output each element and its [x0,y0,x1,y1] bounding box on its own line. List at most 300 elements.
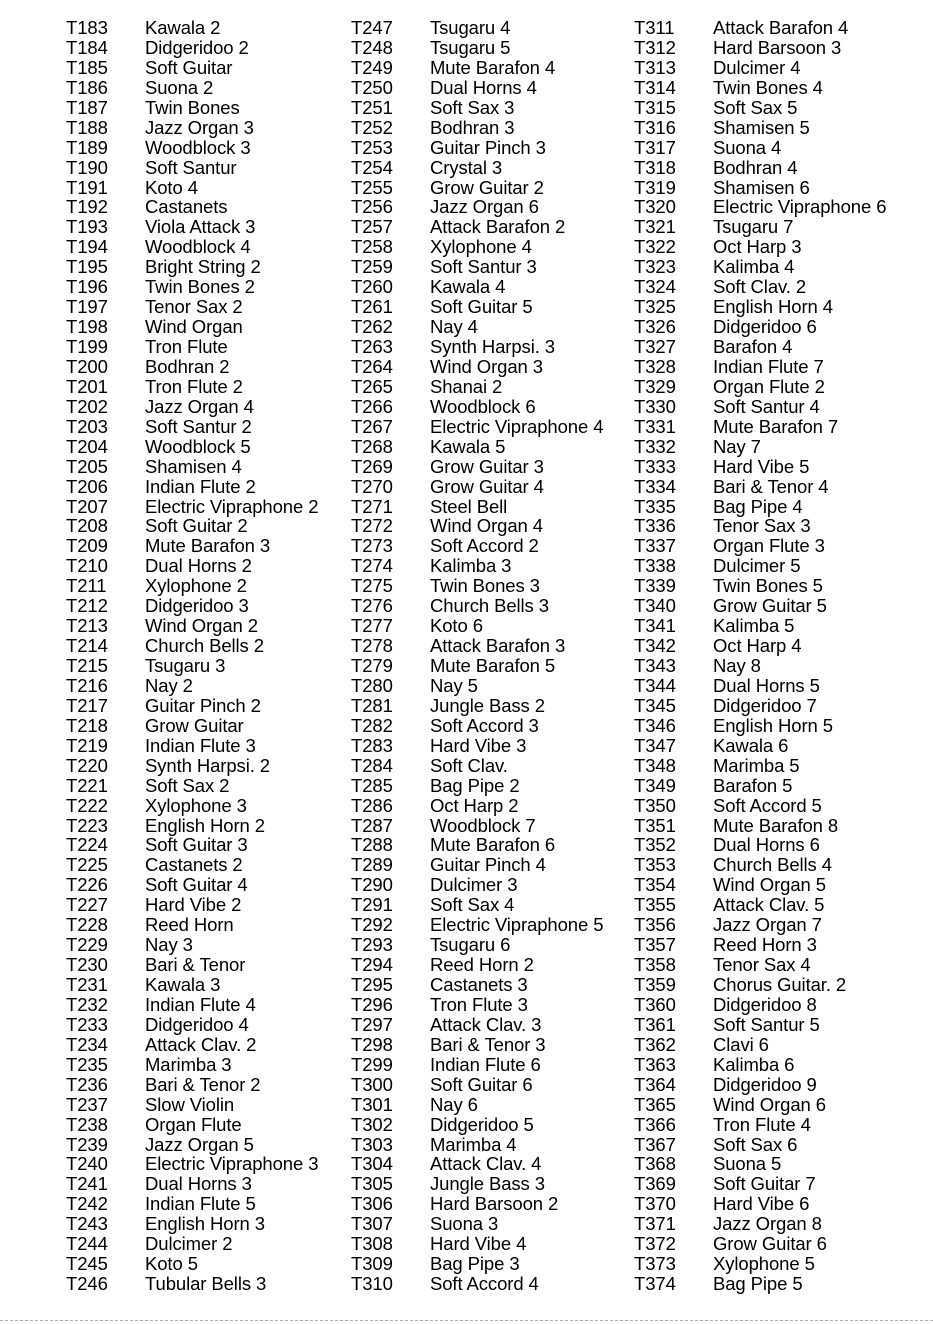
tone-number: T207 [66,495,108,517]
tone-name: Reed Horn [145,914,234,936]
tone-name: English Horn 4 [713,296,833,318]
tone-number: T232 [66,993,108,1015]
tone-number: T185 [66,56,108,78]
tone-number: T374 [634,1273,676,1295]
tone-name: Xylophone 5 [713,1253,815,1275]
tone-number: T248 [351,36,393,58]
tone-name: Crystal 3 [430,156,503,178]
tone-number: T317 [634,136,676,158]
tone-name: Clavi 6 [713,1033,769,1055]
tone-number: T237 [66,1093,108,1115]
tone-row [351,38,603,58]
tone-row [634,377,886,397]
tone-row [66,1234,318,1254]
tone-number: T345 [634,694,676,716]
tone-name: Nay 8 [713,655,761,676]
tone-row [634,477,886,497]
tone-number: T194 [66,236,108,258]
tone-name: Didgeridoo 7 [713,694,817,716]
tone-name: Bari & Tenor 4 [713,475,829,497]
tone-number: T257 [351,216,393,238]
tone-row [66,756,318,776]
tone-number: T292 [351,914,393,936]
tone-name: Guitar Pinch 2 [145,694,261,716]
tone-number: T184 [66,36,108,58]
tone-number: T315 [634,96,676,118]
tone-name: Steel Bell [430,495,508,517]
tone-number: T195 [66,256,108,278]
tone-number: T290 [351,874,393,896]
tone-row [351,1234,603,1254]
tone-number: T216 [66,674,108,696]
tone-row [634,875,886,895]
tone-name: Twin Bones 3 [430,575,540,597]
tone-number: T358 [634,954,676,976]
tone-number: T362 [634,1033,676,1055]
tone-row [351,337,603,357]
tone-name: Shamisen 6 [713,176,810,198]
tone-number: T186 [66,76,108,98]
tone-name: Dulcimer 3 [430,874,518,896]
page-bottom-rule [0,1320,933,1321]
tone-name: Attack Barafon 2 [430,216,566,238]
tone-number: T344 [634,674,676,696]
tone-name: Didgeridoo 8 [713,993,817,1015]
tone-name: Grow Guitar 6 [713,1233,827,1255]
tone-number: T231 [66,974,108,995]
tone-row [351,317,603,337]
tone-name: Bag Pipe 4 [713,495,803,517]
tone-name: Castanets 2 [145,854,243,876]
tone-name: Church Bells 3 [430,595,549,617]
tone-number: T189 [66,136,108,158]
tone-name: Hard Vibe 3 [430,734,527,756]
tone-number: T307 [351,1213,393,1235]
tone-row [351,18,603,38]
tone-row [66,1174,318,1194]
tone-name: Bari & Tenor [145,954,246,976]
tone-name: Kalimba 4 [713,256,795,278]
tone-number: T203 [66,415,108,437]
tone-row [351,536,603,556]
tone-number: T271 [351,495,393,517]
tone-number: T318 [634,156,676,178]
tone-row [634,58,886,78]
tone-name: Marimba 5 [713,754,800,776]
tone-number: T359 [634,974,676,995]
tone-row [351,178,603,198]
tone-name: Tron Flute 4 [713,1113,811,1135]
tone-number: T348 [634,754,676,776]
tone-name: Kawala 2 [145,17,221,38]
tone-number: T264 [351,355,393,377]
tone-name: Tsugaru 3 [145,655,226,676]
tone-row [66,277,318,297]
tone-name: Jazz Organ 6 [430,196,539,218]
tone-row [66,337,318,357]
tone-row [66,636,318,656]
tone-number: T295 [351,974,393,995]
tone-name: Indian Flute 2 [145,475,256,497]
tone-name: Electric Vipraphone 5 [430,914,604,936]
tone-name: Barafon 5 [713,774,793,796]
tone-name: Oct Harp 3 [713,236,802,258]
tone-row [351,1254,603,1274]
tone-name: Mute Barafon 5 [430,655,556,676]
tone-name: English Horn 5 [713,714,833,736]
tone-row [66,915,318,935]
tone-number: T259 [351,256,393,278]
tone-name: Tsugaru 7 [713,216,794,238]
tone-number: T366 [634,1113,676,1135]
tone-number: T332 [634,435,676,457]
tone-number: T245 [66,1253,108,1275]
tone-row [351,158,603,178]
tone-name: Organ Flute [145,1113,242,1135]
tone-number: T247 [351,17,393,38]
tone-number: T288 [351,834,393,856]
tone-name: Twin Bones 5 [713,575,823,597]
tone-name: Organ Flute 3 [713,535,825,557]
tone-number: T243 [66,1213,108,1235]
tone-name: Electric Vipraphone 2 [145,495,319,517]
tone-row [634,337,886,357]
tone-row [66,556,318,576]
tone-number: T286 [351,794,393,816]
tone-row [351,297,603,317]
tone-name: Indian Flute 4 [145,993,256,1015]
tone-name: Tsugaru 6 [430,934,511,956]
tone-row [351,257,603,277]
tone-name: Soft Sax 5 [713,96,798,118]
tone-name: Bag Pipe 5 [713,1273,803,1295]
tone-name: Guitar Pinch 3 [430,136,546,158]
tone-name: Xylophone 2 [145,575,247,597]
tone-row [634,437,886,457]
tone-row [351,237,603,257]
tone-row [634,816,886,836]
tone-column-1 [66,18,318,1294]
tone-name: Nay 5 [430,674,478,696]
tone-row [66,975,318,995]
tone-number: T329 [634,375,676,397]
tone-number: T303 [351,1133,393,1155]
tone-number: T346 [634,714,676,736]
tone-row [66,776,318,796]
tone-row [634,297,886,317]
tone-row [634,78,886,98]
tone-name: Nay 4 [430,316,478,338]
tone-number: T296 [351,993,393,1015]
tone-column-3 [634,18,886,1294]
tone-number: T331 [634,415,676,437]
tone-row [351,377,603,397]
tone-number: T328 [634,355,676,377]
tone-number: T338 [634,555,676,577]
tone-row [66,875,318,895]
tone-name: Hard Barsoon 3 [713,36,842,58]
tone-row [351,816,603,836]
tone-number: T200 [66,355,108,377]
tone-name: Suona 3 [430,1213,499,1235]
tone-number: T246 [66,1273,108,1295]
tone-number: T285 [351,774,393,796]
tone-name: Dulcimer 5 [713,555,801,577]
tone-number: T263 [351,336,393,357]
tone-name: Suona 2 [145,76,214,98]
tone-name: Koto 4 [145,176,198,198]
tone-name: Jazz Organ 3 [145,116,254,138]
tone-name: Soft Accord 2 [430,535,539,557]
tone-name: Bright String 2 [145,256,261,278]
tone-number: T343 [634,655,676,676]
tone-row [351,1015,603,1035]
tone-row [66,417,318,437]
tone-row [634,1075,886,1095]
tone-name: Tenor Sax 4 [713,954,811,976]
tone-row [66,616,318,636]
tone-number: T192 [66,196,108,218]
tone-row [66,935,318,955]
tone-name: Hard Vibe 4 [430,1233,527,1255]
tone-row [66,477,318,497]
tone-row [351,1095,603,1115]
tone-name: Attack Barafon 4 [713,17,849,38]
tone-name: Dual Horns 5 [713,674,820,696]
tone-row [351,875,603,895]
tone-row [66,696,318,716]
tone-row [634,716,886,736]
tone-name: English Horn 2 [145,814,265,836]
tone-number: T330 [634,395,676,417]
tone-row [634,975,886,995]
tone-number: T190 [66,156,108,178]
tone-name: Jazz Organ 7 [713,914,822,936]
tone-row [66,576,318,596]
tone-name: Soft Santur 4 [713,395,820,417]
tone-number: T302 [351,1113,393,1135]
tone-name: Woodblock 3 [145,136,251,158]
tone-row [351,955,603,975]
tone-number: T291 [351,894,393,916]
tone-name: Bodhran 3 [430,116,515,138]
tone-name: Dual Horns 6 [713,834,820,856]
tone-row [66,38,318,58]
tone-number: T219 [66,734,108,756]
tone-number: T239 [66,1133,108,1155]
tone-row [634,676,886,696]
tone-number: T293 [351,934,393,956]
tone-number: T196 [66,276,108,298]
tone-name: Soft Clav. [430,754,508,776]
tone-number: T287 [351,814,393,836]
tone-number: T342 [634,635,676,657]
tone-row [351,98,603,118]
tone-row [634,1174,886,1194]
tone-number: T209 [66,535,108,557]
tone-name: Soft Sax 2 [145,774,230,796]
tone-number: T369 [634,1173,676,1195]
tone-row [634,1214,886,1234]
tone-name: Didgeridoo 4 [145,1013,249,1035]
tone-name: Koto 6 [430,615,483,637]
tone-row [634,397,886,417]
tone-row [351,1115,603,1135]
tone-name: Twin Bones 4 [713,76,823,98]
tone-name: Kawala 6 [713,734,789,756]
tone-number: T284 [351,754,393,776]
tone-row [66,297,318,317]
tone-row [634,217,886,237]
tone-name: Tron Flute 3 [430,993,528,1015]
tone-row [634,237,886,257]
tone-name: Jungle Bass 2 [430,694,545,716]
tone-name: Marimba 3 [145,1053,232,1075]
tone-row [351,1274,603,1294]
tone-row [634,457,886,477]
tone-number: T217 [66,694,108,716]
tone-row [351,835,603,855]
tone-name: Soft Sax 6 [713,1133,798,1155]
tone-name: Wind Organ 2 [145,615,258,637]
tone-number: T278 [351,635,393,657]
tone-row [66,816,318,836]
tone-column-2 [351,18,603,1294]
tone-number: T319 [634,176,676,198]
tone-number: T267 [351,415,393,437]
tone-name: Tenor Sax 3 [713,515,811,537]
tone-row [634,98,886,118]
tone-name: Attack Barafon 3 [430,635,566,657]
tone-name: Electric Vipraphone 6 [713,196,887,218]
tone-name: Soft Guitar 6 [430,1073,533,1095]
tone-name: Tenor Sax 2 [145,296,243,318]
tone-row [634,1274,886,1294]
tone-number: T336 [634,515,676,537]
tone-number: T212 [66,595,108,617]
tone-number: T281 [351,694,393,716]
tone-number: T238 [66,1113,108,1135]
tone-row [351,1174,603,1194]
tone-row [66,676,318,696]
tone-row [351,497,603,517]
tone-number: T269 [351,455,393,477]
tone-row [351,437,603,457]
tone-number: T320 [634,196,676,218]
tone-name: Kawala 4 [430,276,506,298]
tone-row [66,317,318,337]
tone-name: Jungle Bass 3 [430,1173,545,1195]
tone-number: T266 [351,395,393,417]
tone-number: T193 [66,216,108,238]
tone-name: Grow Guitar 4 [430,475,544,497]
tone-number: T197 [66,296,108,318]
tone-number: T256 [351,196,393,218]
tone-name: Oct Harp 4 [713,635,802,657]
tone-number: T310 [351,1273,393,1295]
tone-name: Grow Guitar 5 [713,595,827,617]
tone-name: Didgeridoo 2 [145,36,249,58]
tone-number: T333 [634,455,676,477]
tone-name: Indian Flute 6 [430,1053,541,1075]
tone-number: T361 [634,1013,676,1035]
tone-row [351,756,603,776]
tone-number: T339 [634,575,676,597]
tone-row [351,516,603,536]
tone-row [351,696,603,716]
tone-number: T279 [351,655,393,676]
tone-row [634,736,886,756]
tone-number: T188 [66,116,108,138]
tone-name: Soft Clav. 2 [713,276,807,298]
tone-name: Dual Horns 2 [145,555,252,577]
tone-name: Church Bells 2 [145,635,264,657]
tone-row [66,1214,318,1234]
tone-row [66,516,318,536]
tone-row [634,417,886,437]
tone-name: Church Bells 4 [713,854,832,876]
tone-number: T298 [351,1033,393,1055]
tone-row [66,257,318,277]
tone-number: T222 [66,794,108,816]
tone-name: Kawala 3 [145,974,221,995]
tone-row [66,796,318,816]
tone-number: T367 [634,1133,676,1155]
tone-name: Attack Clav. 4 [430,1153,542,1175]
tone-number: T371 [634,1213,676,1235]
tone-row [351,357,603,377]
tone-number: T235 [66,1053,108,1075]
tone-number: T191 [66,176,108,198]
tone-name: Nay 3 [145,934,193,956]
tone-number: T227 [66,894,108,916]
tone-name: Didgeridoo 6 [713,316,817,338]
tone-name: Jazz Organ 5 [145,1133,254,1155]
tone-name: Mute Barafon 4 [430,56,556,78]
tone-number: T299 [351,1053,393,1075]
tone-number: T215 [66,655,108,676]
tone-name: Hard Vibe 6 [713,1193,810,1215]
tone-number: T201 [66,375,108,397]
tone-name: Nay 6 [430,1093,478,1115]
tone-name: Bag Pipe 3 [430,1253,520,1275]
tone-row [634,1095,886,1115]
tone-name: Grow Guitar [145,714,244,736]
tone-number: T304 [351,1153,393,1175]
tone-row [66,656,318,676]
tone-name: Guitar Pinch 4 [430,854,546,876]
tone-name: Shamisen 5 [713,116,810,138]
tone-row [351,556,603,576]
tone-name: Electric Vipraphone 4 [430,415,604,437]
tone-row [634,1035,886,1055]
tone-row [634,556,886,576]
tone-number: T363 [634,1053,676,1075]
tone-row [66,716,318,736]
tone-row [634,1015,886,1035]
tone-name: Soft Accord 4 [430,1273,539,1295]
tone-row [351,676,603,696]
tone-number: T283 [351,734,393,756]
tone-row [66,1154,318,1174]
tone-number: T277 [351,615,393,637]
tone-row [634,317,886,337]
tone-row [634,696,886,716]
tone-row [66,736,318,756]
tone-row [634,796,886,816]
tone-number: T322 [634,236,676,258]
tone-row [66,98,318,118]
